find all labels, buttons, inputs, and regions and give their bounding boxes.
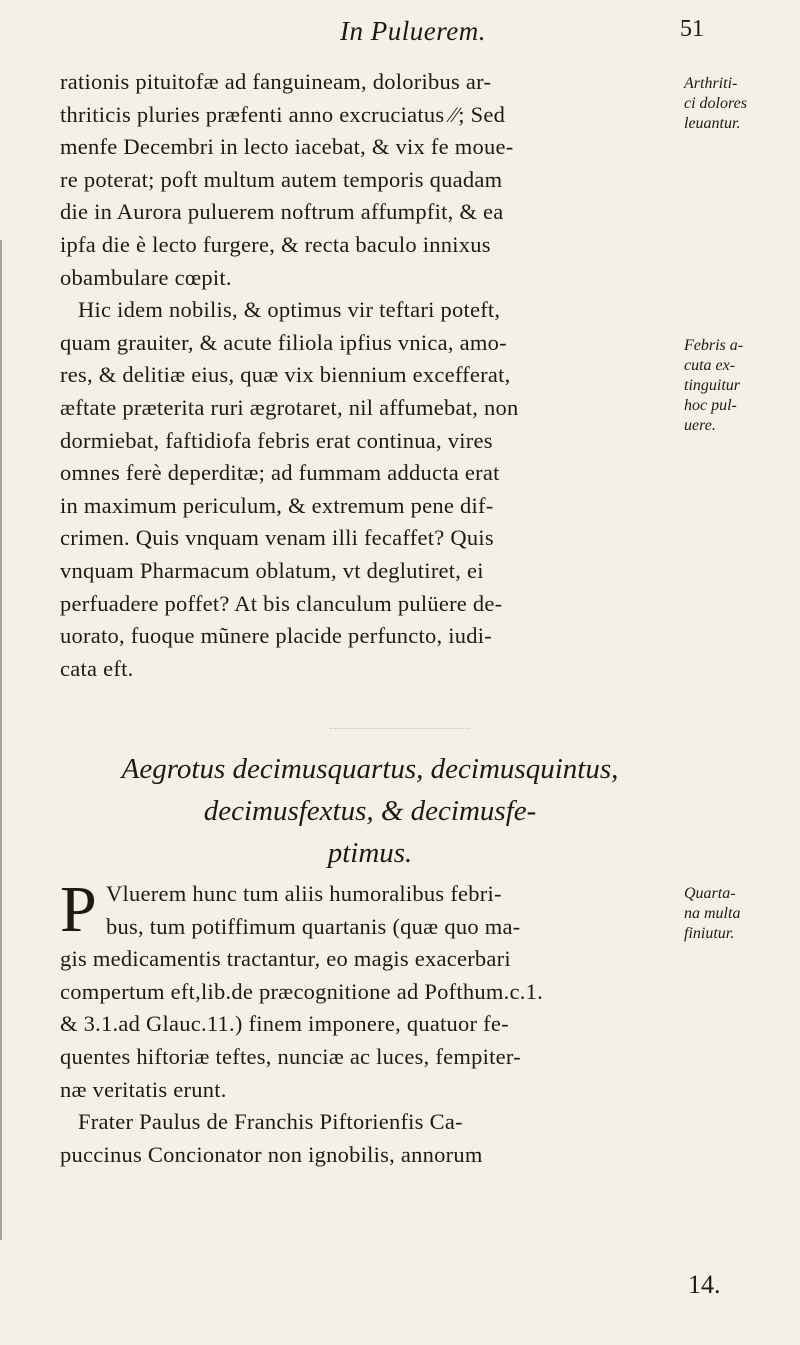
text-line: obambulare cœpit. [60,264,232,290]
marginal-number: 14. [688,1270,721,1299]
margin-note-line: leuantur. [684,115,741,132]
page-gutter [0,240,16,1240]
margin-note-line: Febris a- [684,337,744,354]
text-line: næ veritatis erunt. [60,1076,227,1102]
heading-line: decimusfextus, & decimusfe- [203,795,537,827]
text-line: æftate præterita ruri ægrotaret, nil affumebat, non [60,394,519,420]
margin-note-arthritis [684,74,796,134]
text-line: omnes ferè deperditæ; ad fummam adducta erat [60,460,500,486]
margin-note-line: cuta ex- [684,357,736,374]
text-line: in maximum periculum, & extremum pene dif- [60,492,494,518]
text-line: Frater Paulus de Franchis Piftorienfis Ca- [78,1109,463,1135]
running-head: In Puluerem. [340,16,486,46]
section-heading [60,748,680,874]
margin-note-fever [684,336,796,436]
text-line: quentes hiftoriæ teftes, nunciæ ac luces, fempiter- [60,1043,521,1069]
margin-note-line: na multa [684,905,741,922]
text-line: ipfa die è lecto furgere, & recta baculo innixus [60,231,491,257]
heading-line: Aegrotus decimusquartus, decimusquintus, [121,753,619,785]
text-line: puccinus Concionator non ignobilis, annorum [60,1141,483,1167]
text-line: gis medicamentis tractantur, eo magis exacerbari [60,946,511,972]
text-line: bus, tum potiffimum quartanis (quæ quo ma- [106,913,521,939]
page-number: 51 [680,16,704,42]
margin-note-line: tinguitur [684,377,741,394]
margin-note-line: hoc pul- [684,397,737,414]
text-line: re poterat; poft multum autem temporis quadam [60,166,503,192]
text-line: compertum eft,lib.de præcognitione ad Pofthum.c.1. [60,978,544,1004]
text-line: dormiebat, faftidiofa febris erat continua, vires [60,427,493,453]
text-line: die in Aurora puluerem noftrum affumpfit, & ea [60,199,504,225]
text-line: & 3.1.ad Glauc.11.) finem imponere, quatuor fe- [60,1011,509,1037]
text-line: thriticis pluries præfenti anno excruciatus ⁄⁄; Sed [60,101,506,127]
text-line: res, & delitiæ eius, quæ vix biennium excefferat, [60,362,511,388]
margin-note-line: Arthriti- [684,75,738,92]
heading-line: ptimus. [327,837,413,869]
main-text [60,66,680,685]
drop-cap: P [60,873,97,946]
margin-note-quartan [684,884,796,944]
divider [330,728,470,737]
margin-note-line: Quarta- [684,885,736,902]
text-line: crimen. Quis vnquam venam illi fecaffet? Quis [60,525,494,551]
margin-note-line: uere. [684,417,716,434]
page-header [0,10,800,56]
text-line: vnquam Pharmacum oblatum, vt deglutiret, ei [60,557,484,583]
text-line: uorato, fuoque mũnere placide perfuncto, iudi- [60,623,492,649]
text-line: Vluerem hunc tum aliis humoralibus febri- [106,881,502,906]
text-line: perfuadere poffet? At bis clanculum pulüere de- [60,590,503,616]
text-line: menfe Decembri in lecto iacebat, & vix fe moue- [60,134,514,160]
text-line: Hic idem nobilis, & optimus vir teftari poteft, [78,297,501,323]
text-line: cata eft. [60,655,134,681]
paragraph-quartan [60,873,680,1171]
text-line: rationis pituitofæ ad fanguineam, doloribus ar- [60,69,492,94]
text-line: quam grauiter, & acute filiola ipfius vnica, amo- [60,329,507,355]
margin-note-line: ci dolores [684,95,747,112]
margin-note-line: finiutur. [684,925,735,942]
